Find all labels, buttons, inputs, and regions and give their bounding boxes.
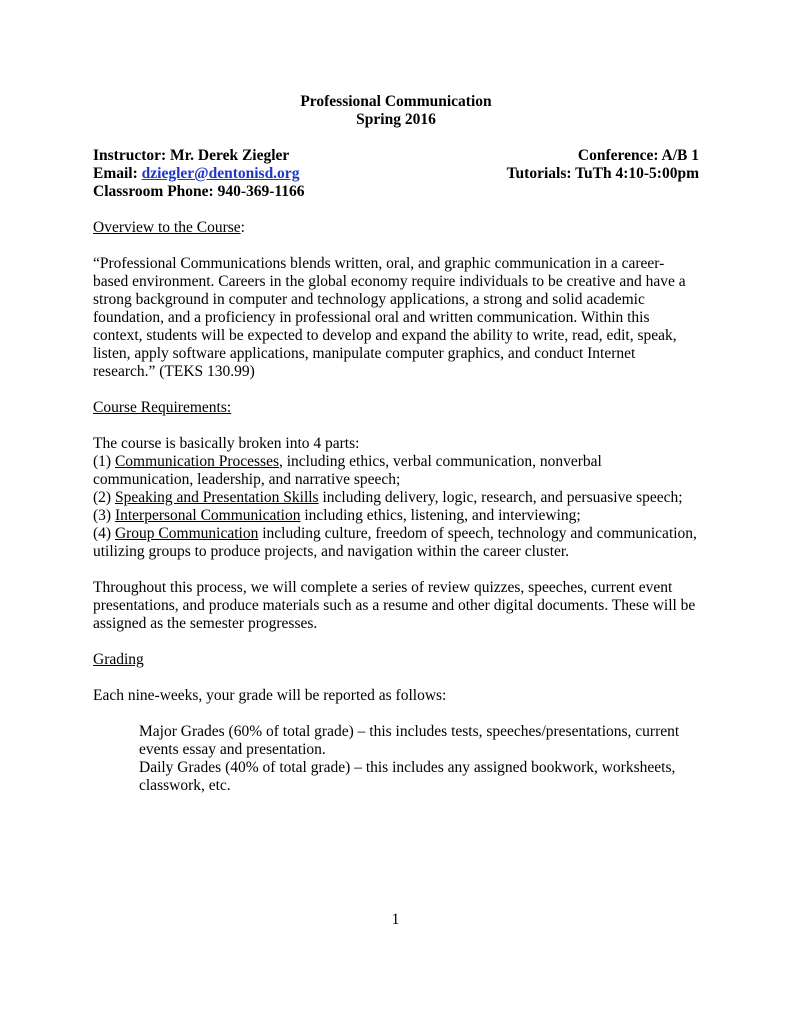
page-number: 1 bbox=[391, 911, 400, 928]
requirement-part-4: (4) Group Communication including culture, freedom of speech, technology and communication, utilizing groups to produce projects, and navigation within the career cluster. bbox=[93, 525, 697, 560]
course-term: Spring 2016 bbox=[356, 111, 436, 128]
classroom-phone: Classroom Phone: 940-369-1166 bbox=[93, 183, 305, 200]
course-title: Professional Communication bbox=[300, 93, 492, 110]
requirements-closing: Throughout this process, we will complete a series of review quizzes, speeches, current event presentations, and produce materials such as a resume and other digital documents. These will be assigned as the semester progresses. bbox=[93, 579, 696, 632]
tutorials-time: Tutorials: TuTh 4:10-5:00pm bbox=[506, 165, 699, 182]
requirement-part-3: (3) Interpersonal Communication including ethics, listening, and interviewing; bbox=[93, 507, 581, 524]
instructor-row bbox=[93, 147, 699, 165]
requirements-heading: Course Requirements: bbox=[93, 399, 232, 416]
email-row bbox=[93, 165, 699, 183]
grading-intro: Each nine-weeks, your grade will be reported as follows: bbox=[93, 687, 447, 704]
requirements-intro: The course is basically broken into 4 parts: bbox=[93, 435, 360, 452]
requirement-part-2: (2) Speaking and Presentation Skills including delivery, logic, research, and persuasive speech; bbox=[93, 489, 683, 506]
email-link[interactable]: dziegler@dentonisd.org bbox=[141, 165, 300, 182]
daily-grades: Daily Grades (40% of total grade) – this includes any assigned bookwork, worksheets, classwork, etc. bbox=[139, 759, 676, 794]
conference-period: Conference: A/B 1 bbox=[577, 147, 699, 164]
instructor-name: Instructor: Mr. Derek Ziegler bbox=[93, 147, 290, 164]
grading-heading: Grading bbox=[93, 651, 144, 668]
requirement-part-1: (1) Communication Processes, including ethics, verbal communication, nonverbal communication, leadership, and narrative speech; bbox=[93, 453, 602, 488]
major-grades: Major Grades (60% of total grade) – this includes tests, speeches/presentations, current events essay and presentation. bbox=[139, 723, 680, 758]
overview-body: “Professional Communications blends written, oral, and graphic communication in a career-based environment. Careers in the global economy require individuals to be creative and have a strong background in computer and technology applications, a strong and solid academic foundation, and a proficiency in professional oral and written communication. Within this context, students will be expected to develop and expand the ability to write, read, edit, speak, listen, apply software applications, manipulate computer graphics, and conduct Internet research.” (TEKS 130.99) bbox=[93, 255, 686, 380]
overview-heading: Overview to the Course: bbox=[93, 219, 245, 236]
email-line bbox=[93, 165, 299, 183]
document-content bbox=[93, 93, 699, 795]
email-label: Email: bbox=[93, 165, 142, 182]
